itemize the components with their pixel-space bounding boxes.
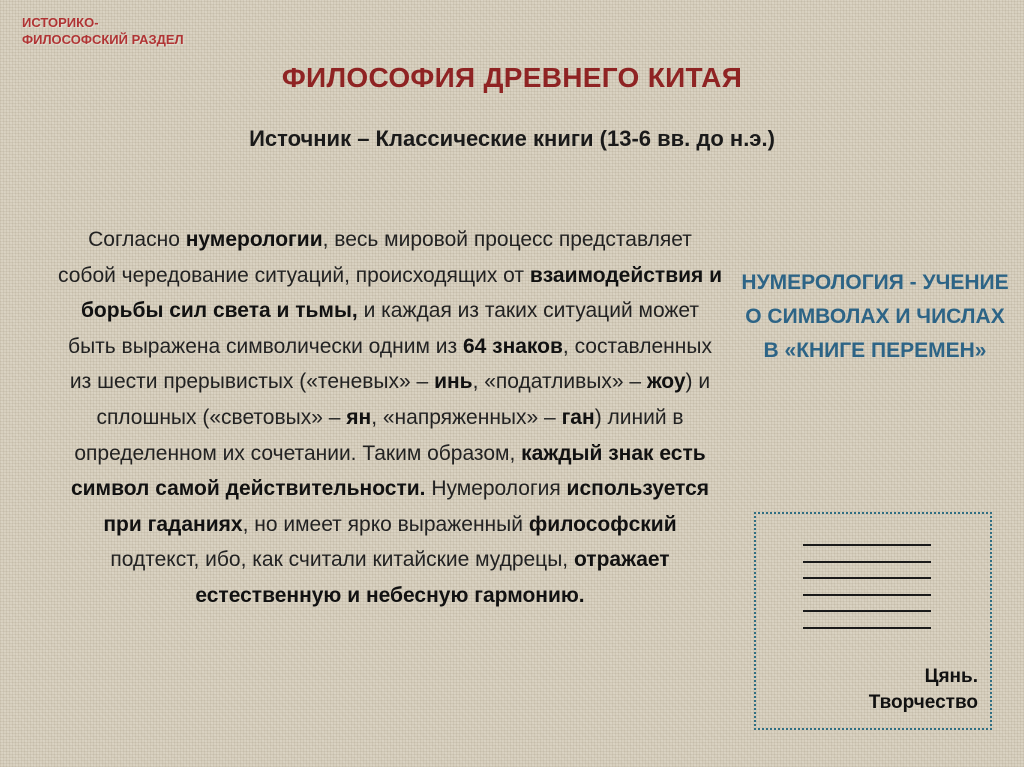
text-emphasis: используется при гаданиях (103, 477, 710, 536)
page-subtitle: Источник – Классические книги (13-6 вв. до н.э.) (249, 126, 775, 151)
section-label-line2: ФИЛОСОФСКИЙ РАЗДЕЛ (22, 32, 184, 47)
text-emphasis: ган (561, 405, 595, 429)
section-label (22, 14, 184, 48)
text-emphasis: 64 знаков (462, 334, 563, 358)
text-part: Нумерология (425, 477, 567, 501)
text-part: ) линий в определенном их сочетании. Таким образом, (74, 405, 684, 465)
page-title: ФИЛОСОФИЯ ДРЕВНЕГО КИТАЯ (281, 62, 743, 93)
hexagram-line (803, 561, 931, 563)
text-emphasis: каждый знак есть символ самой действительности. (70, 441, 706, 501)
hexagram-line (803, 627, 931, 629)
text-emphasis: инь (434, 370, 473, 394)
numerology-definition: НУМЕРОЛОГИЯ - УЧЕНИЕ О СИМВОЛАХ И ЧИСЛАХ В «КНИГЕ ПЕРЕМЕН» (741, 271, 1009, 362)
text-emphasis: философский (528, 512, 677, 536)
hexagram-line (803, 577, 931, 579)
text-emphasis: ян (346, 405, 372, 429)
text-part: , но имеет ярко выраженный (242, 512, 529, 536)
text-emphasis: нумерологии (185, 228, 323, 251)
text-part: , «напряженных» – (371, 405, 562, 429)
hexagram-caption (869, 664, 978, 716)
text-part: Согласно (88, 228, 186, 251)
text-part: подтекст, ибо, как считали китайские мудрецы, (110, 548, 574, 572)
section-label-line1: ИСТОРИКО- (22, 15, 99, 30)
text-part: , весь мировой процесс представляет собой чередование ситуаций, происходящих от (58, 228, 692, 287)
text-emphasis: взаимодействия и борьбы сил света и тьмы, (80, 263, 723, 323)
hexagram-box (754, 512, 992, 730)
hexagram-caption-meaning: Творчество (868, 692, 978, 713)
hexagram-symbol (803, 544, 931, 643)
main-text (58, 222, 722, 614)
hexagram-caption-name: Цянь. (924, 666, 978, 687)
hexagram-line (803, 544, 931, 546)
hexagram-line (803, 594, 931, 596)
text-emphasis: жоу (646, 370, 686, 394)
text-part: , «податливых» – (472, 370, 647, 394)
text-part: и каждая из таких ситуаций может быть выражена символически одним из (68, 299, 700, 358)
text-part: , составленных из шести прерывистых («теневых» – (69, 334, 712, 394)
text-emphasis: отражает естественную и небесную гармонию. (195, 548, 670, 607)
hexagram-line (803, 610, 931, 612)
text-part: ) и сплошных («световых» – (96, 370, 711, 429)
